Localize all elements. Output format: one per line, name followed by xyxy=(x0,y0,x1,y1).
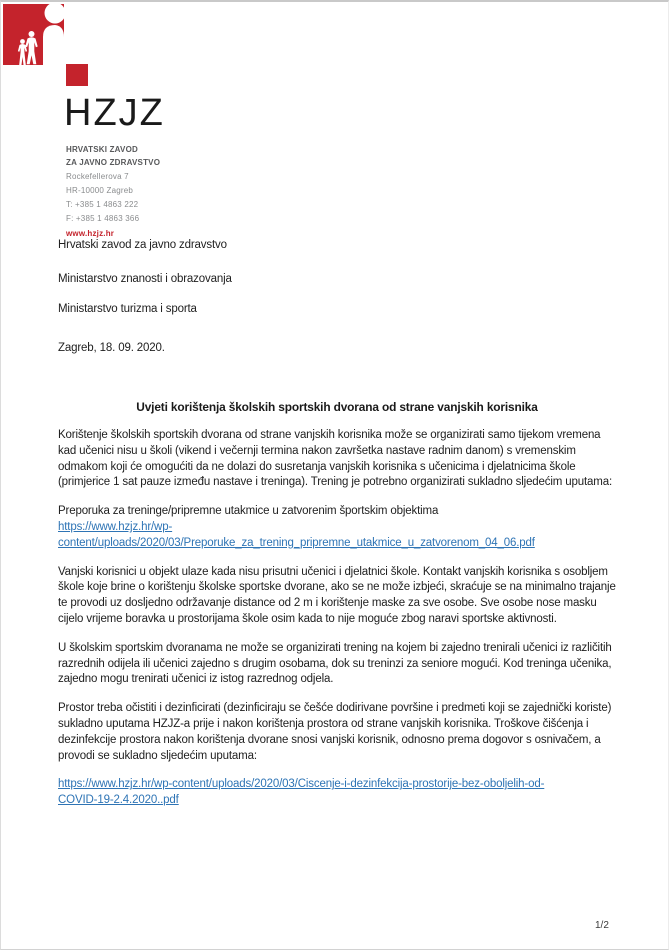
link-block-training-recommendations xyxy=(58,504,616,551)
paragraph-cleaning-disinfection: Prostor treba očistiti i dezinficirati (dezinficiraju se češće dodirivane površine i predmeti koji se zajednički koriste) sukladno uputama HZJZ-a prije i nakon korištenja prostora od strane vanjskih korisnika. Troškove čišćenja i dezinfekcije prostora nakon korištenja dvorane snosi vanjski korisnik, odnosno prema dogovor s osnivačem, a provodi se sukladno sljedećim uputama: xyxy=(58,702,612,762)
document-body xyxy=(58,428,616,822)
recipient-ministry-science: Ministarstvo znanosti i obrazovanja xyxy=(58,273,232,285)
org-name-line2: ZA JAVNO ZDRAVSTVO xyxy=(66,157,161,167)
link-url-line1: https://www.hzjz.hr/wp- xyxy=(58,520,173,533)
page-number: 1/2 xyxy=(595,920,609,931)
link-intro-text: Preporuka za treninge/pripremne utakmice u zatvorenim športskim objektima xyxy=(58,505,439,518)
address-street: Rockefellerova 7 xyxy=(66,172,129,181)
paragraph-usage-conditions: Korištenje školskih sportskih dvorana od strane vanjskih korisnika može se organizirati samo tijekom vremena kad učenici nisu u školi (vikend i večernji termina nakon završetka nastave radnim danom) s vremenskim odmakom koji će omogućiti da ne dolazi do susretanja vanjskih korisnika s učenicima i djelatnicima škole (primjerice 1 sat pauze između nastave i treninga). Trening je potrebno organizirati sukladno sljedećim uputama: xyxy=(58,429,613,489)
link-url-line2: content/uploads/2020/03/Preporuke_za_trening_pripremne_utakmice_u_zatvorenom_04_06.pdf xyxy=(58,536,535,549)
link-block-cleaning-instructions xyxy=(58,777,616,809)
org-name-block xyxy=(66,144,160,169)
website-link[interactable]: www.hzjz.hr xyxy=(66,229,115,238)
brand-logo-text: HZJZ xyxy=(64,92,165,134)
link-url-line1: https://www.hzjz.hr/wp-content/uploads/2020/03/Ciscenje-i-dezinfekcija-prostorije-bez-oboljelih-od- xyxy=(58,778,545,791)
link-cleaning-disinfection-pdf[interactable] xyxy=(58,777,616,809)
document-title: Uvjeti korištenja školskih sportskih dvorana od strane vanjskih korisnika xyxy=(136,400,538,414)
hzjz-logo-square-icon xyxy=(66,64,88,86)
address-city: HR-10000 Zagreb xyxy=(66,186,134,195)
recipient-ministry-tourism: Ministarstvo turizma i sporta xyxy=(58,303,197,315)
phone-line: T: +385 1 4863 222 xyxy=(66,200,139,209)
address-block xyxy=(66,170,139,226)
paragraph-training-groups: U školskim sportskim dvoranama ne može se organizirati trening na kojem bi zajedno trenirali učenici iz različitih razrednih odijela ili učenici zajedno s drugim osobama, dok su treninzi za seniore mogući. Kod treninga učenika, zajedno mogu trenirati učenici iz istog razrednog odjela. xyxy=(58,641,612,686)
paragraph-entry-rules: Vanjski korisnici u objekt ulaze kada nisu prisutni učenici i djelatnici škole. Kontakt vanjskih korisnika s osobljem škole koje brine o korištenju školske sportske dvorane, ako se ne može izbjeći, skraćuje se na minimalno trajanje te provodi uz dosljedno održavanje distance od 2 m i korištenje maske za sve osobe. Sve osobe nose masku cijelo vrijeme boravka u prostorijama škole osim kada to nije moguće zbog naravi sportske aktivnosti. xyxy=(58,565,616,625)
recipient-hzjz: Hrvatski zavod za javno zdravstvo xyxy=(58,239,227,251)
org-name-line1: HRVATSKI ZAVOD xyxy=(66,145,138,154)
dateline: Zagreb, 18. 09. 2020. xyxy=(58,342,165,354)
fax-line: F: +385 1 4863 366 xyxy=(66,214,140,223)
link-training-recommendations-pdf[interactable] xyxy=(58,520,616,552)
link-url-line2: COVID-19-2.4.2020..pdf xyxy=(58,794,179,807)
hzjz-family-icon xyxy=(3,4,64,65)
